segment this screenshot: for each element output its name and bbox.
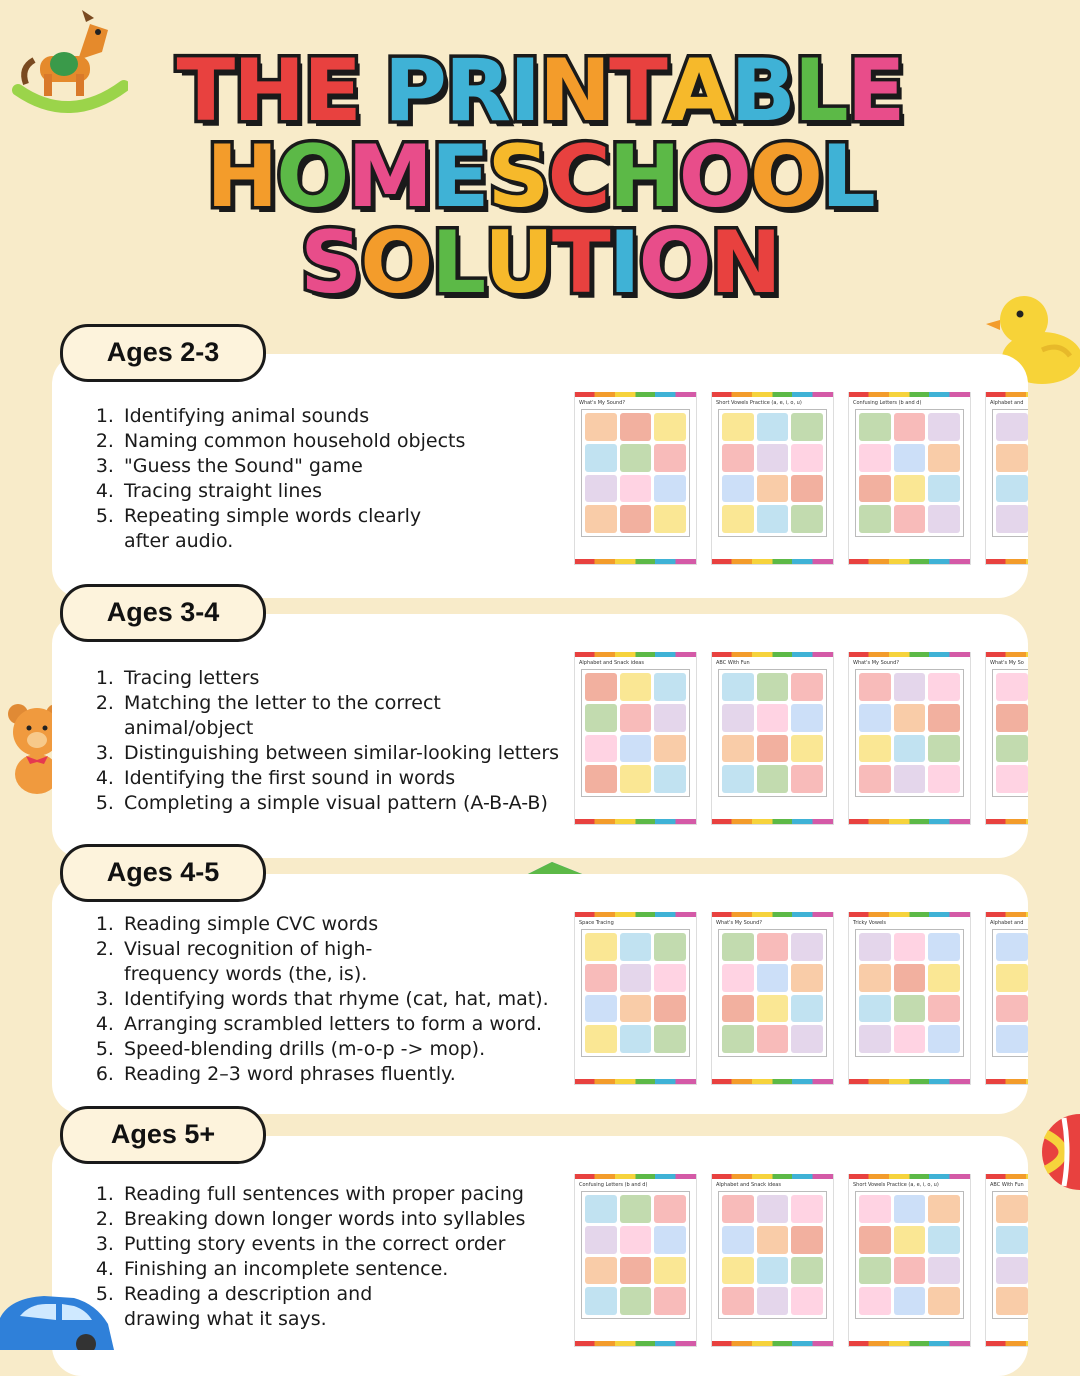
toy-car-icon bbox=[0, 1290, 116, 1350]
title-letter: L bbox=[820, 127, 874, 227]
section-ages-4-5 bbox=[52, 874, 1028, 1114]
age-label-2-3: Ages 2-3 bbox=[60, 324, 266, 382]
list-item: 4. Arranging scrambled letters to form a word. bbox=[120, 1012, 590, 1037]
worksheet-title: Tricky Vowels bbox=[853, 920, 887, 926]
list-item: 4. Identifying the first sound in words bbox=[120, 766, 590, 791]
worksheet-thumbnail bbox=[712, 652, 833, 824]
list-item: 5. Speed-blending drills (m-o-p -> mop). bbox=[120, 1037, 590, 1062]
worksheet-title: Confusing Letters (b and d) bbox=[579, 1182, 648, 1188]
worksheet-title: What's My Sound? bbox=[579, 400, 625, 406]
worksheet-title: Alphabet and Snack ideas bbox=[579, 660, 644, 666]
title-letter: O bbox=[638, 213, 710, 313]
title-letter: N bbox=[539, 41, 610, 141]
title-letter: PRI bbox=[383, 41, 540, 141]
list-item: 2. Naming common household objects bbox=[120, 429, 590, 454]
skill-list bbox=[92, 1182, 590, 1332]
page-title bbox=[0, 41, 1080, 313]
list-item: 6. Reading 2–3 word phrases fluently. bbox=[120, 1062, 590, 1087]
worksheet-thumbnail bbox=[575, 912, 696, 1084]
worksheet-thumbnail bbox=[712, 392, 833, 564]
title-letter: O bbox=[276, 127, 348, 227]
worksheet-thumbnail bbox=[849, 1174, 970, 1346]
worksheet-thumbnail bbox=[712, 1174, 833, 1346]
list-item: 5. Completing a simple visual pattern (A-B-A-B) bbox=[120, 791, 590, 816]
worksheet-title: ABC With Fun bbox=[716, 660, 750, 666]
title-letter: L bbox=[793, 41, 847, 141]
age-label-5-plus: Ages 5+ bbox=[60, 1106, 266, 1164]
worksheet-thumbnail bbox=[849, 912, 970, 1084]
worksheet-previews bbox=[574, 912, 1028, 1088]
worksheet-title: What's My So bbox=[990, 660, 1024, 666]
worksheet-title: Alphabet and Snack ideas bbox=[716, 1182, 781, 1188]
list-item: 5. Reading a description and drawing what it says. bbox=[120, 1282, 454, 1332]
list-item: 4. Finishing an incomplete sentence. bbox=[120, 1257, 590, 1282]
list-item: 2. Visual recognition of high-frequency words (the, is). bbox=[120, 937, 464, 987]
worksheet-title: Alphabet and bbox=[990, 400, 1024, 406]
title-letter: L bbox=[431, 213, 485, 313]
title-letter: H bbox=[608, 127, 679, 227]
list-item: 1. Tracing letters bbox=[120, 666, 590, 691]
title-letter: S bbox=[300, 213, 361, 313]
title-letter: E bbox=[430, 127, 488, 227]
list-item: 3. "Guess the Sound" game bbox=[120, 454, 590, 479]
list-item: 1. Reading simple CVC words bbox=[120, 912, 590, 937]
age-label-3-4: Ages 3-4 bbox=[60, 584, 266, 642]
worksheet-title: Alphabet and bbox=[990, 920, 1024, 926]
title-letter: B bbox=[730, 41, 794, 141]
worksheet-thumbnail bbox=[986, 392, 1028, 564]
title-letter: A bbox=[665, 41, 731, 141]
skill-list bbox=[92, 666, 590, 816]
ball-icon bbox=[1040, 1112, 1080, 1192]
title-letter: T bbox=[609, 41, 666, 141]
worksheet-title: ABC With Fun bbox=[990, 1182, 1024, 1188]
title-letter: THE bbox=[176, 41, 360, 141]
title-line-1 bbox=[0, 41, 1080, 141]
worksheet-thumbnail bbox=[575, 652, 696, 824]
title-letter: S bbox=[487, 127, 548, 227]
title-letter: O bbox=[678, 127, 750, 227]
title-line-3 bbox=[0, 213, 1080, 313]
worksheet-thumbnail bbox=[849, 652, 970, 824]
section-ages-3-4 bbox=[52, 614, 1028, 858]
section-ages-5-plus bbox=[52, 1136, 1028, 1376]
list-item: 4. Tracing straight lines bbox=[120, 479, 590, 504]
skill-list bbox=[92, 404, 590, 554]
title-letter: U bbox=[484, 213, 552, 313]
title-line-2 bbox=[0, 127, 1080, 227]
title-letter: M bbox=[347, 127, 431, 227]
title-letter: O bbox=[749, 127, 821, 227]
worksheet-thumbnail bbox=[849, 392, 970, 564]
worksheet-thumbnail bbox=[986, 652, 1028, 824]
title-letter: E bbox=[846, 41, 904, 141]
worksheet-previews bbox=[574, 1174, 1028, 1350]
title-letter: T bbox=[551, 213, 609, 313]
title-letter: I bbox=[608, 213, 639, 313]
list-item: 3. Identifying words that rhyme (cat, hat, mat). bbox=[120, 987, 590, 1012]
worksheet-title: What's My Sound? bbox=[716, 920, 762, 926]
list-item: 3. Distinguishing between similar-looking letters bbox=[120, 741, 590, 766]
skill-list bbox=[92, 912, 590, 1087]
list-item: 1. Identifying animal sounds bbox=[120, 404, 590, 429]
worksheet-title: Confusing Letters (b and d) bbox=[853, 400, 922, 406]
title-letter: C bbox=[547, 127, 609, 227]
list-item: 2. Matching the letter to the correct animal/object bbox=[120, 691, 454, 741]
list-item: 2. Breaking down longer words into syllables bbox=[120, 1207, 590, 1232]
worksheet-thumbnail bbox=[986, 912, 1028, 1084]
worksheet-title: Short Vowels Practice (a, e, i, o, u) bbox=[853, 1182, 939, 1188]
worksheet-thumbnail bbox=[575, 1174, 696, 1346]
title-letter: O bbox=[360, 213, 432, 313]
section-ages-2-3 bbox=[52, 354, 1028, 598]
worksheet-thumbnail bbox=[712, 912, 833, 1084]
worksheet-title: Short Vowels Practice (a, e, i, o, u) bbox=[716, 400, 802, 406]
title-letter: N bbox=[709, 213, 780, 313]
worksheet-title: What's My Sound? bbox=[853, 660, 899, 666]
worksheet-thumbnail bbox=[575, 392, 696, 564]
list-item: 5. Repeating simple words clearly after audio. bbox=[120, 504, 424, 554]
list-item: 3. Putting story events in the correct order bbox=[120, 1232, 590, 1257]
title-letter: H bbox=[206, 127, 277, 227]
list-item: 1. Reading full sentences with proper pacing bbox=[120, 1182, 590, 1207]
worksheet-title: Space Tracing bbox=[579, 920, 614, 926]
age-label-4-5: Ages 4-5 bbox=[60, 844, 266, 902]
worksheet-previews bbox=[574, 652, 1028, 828]
worksheet-previews bbox=[574, 392, 1028, 568]
worksheet-thumbnail bbox=[986, 1174, 1028, 1346]
